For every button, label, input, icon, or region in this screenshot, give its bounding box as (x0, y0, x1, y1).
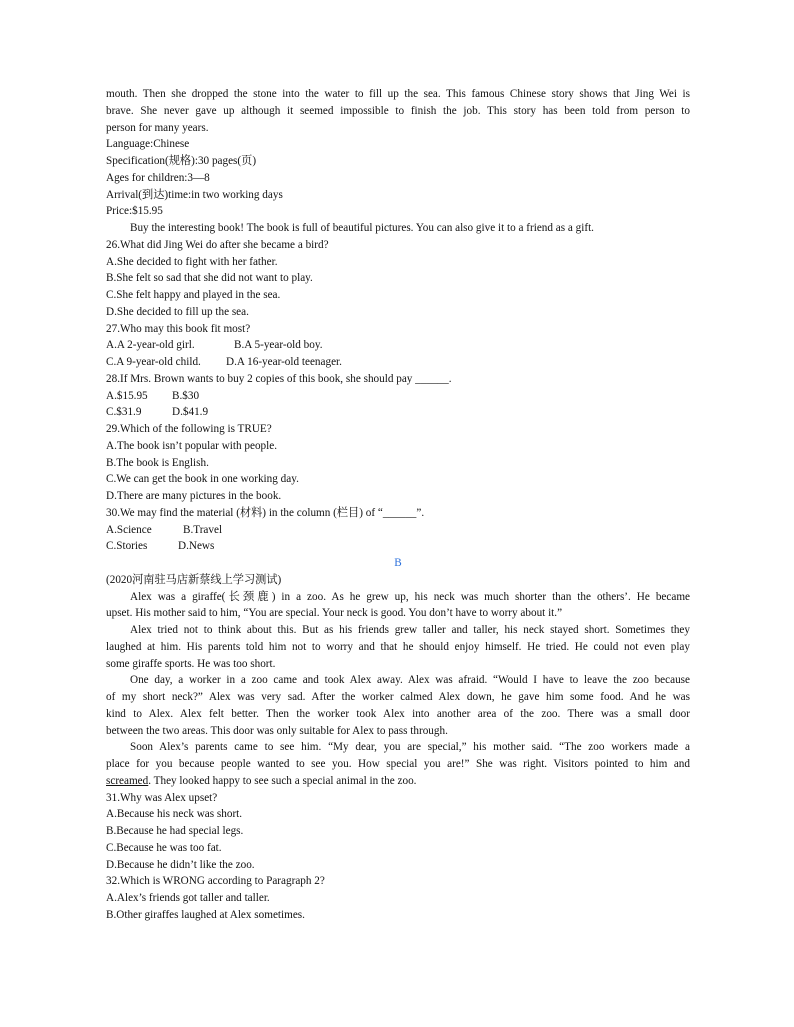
question-stem: 29.Which of the following is TRUE? (106, 423, 272, 435)
passage-b-paragraph-4 (106, 739, 690, 789)
passage-line: brave. She never gave up although it seemed impossible to finish the job. This story has been told from person to (106, 104, 690, 117)
passage-line: person for many years. (106, 121, 209, 134)
option: A.Science (106, 523, 152, 536)
passage-b-paragraph-3 (106, 672, 690, 739)
option: B.Because he had special legs. (106, 825, 244, 837)
option-row (106, 404, 690, 421)
question-stem: 31.Why was Alex upset? (106, 791, 218, 804)
option-row (106, 337, 690, 354)
passage-line: place for you because people wanted to see you. How special you are!” She was right. Visitors pointed to him and (106, 758, 690, 770)
option-row (106, 354, 690, 371)
passage-line: upset. His mother said to him, “You are special. Your neck is good. You don’t have to worry about it.” (106, 607, 563, 620)
option: C.Stories (106, 540, 148, 553)
passage-line: mouth. Then she dropped the stone into the water to fill up the sea. This famous Chinese story shows that Jing Wei is (106, 88, 690, 100)
section-source: (2020河南驻马店新蔡线上学习测试) (106, 573, 282, 586)
option-row (106, 388, 690, 405)
question-27 (106, 321, 690, 371)
document-page (106, 86, 690, 924)
passage-line: laughed at him. His parents told him not to worry and that he should enjoy himself. He tried. He could not even play (106, 640, 690, 653)
option: B.She felt so sad that she did not want to play. (106, 272, 313, 285)
option: D.She decided to fill up the sea. (106, 305, 249, 318)
passage-line: between the two areas. This door was only suitable for Alex to pass through. (106, 724, 448, 737)
option: B.Travel (183, 523, 223, 536)
passage-line: some giraffe sports. He was too short. (106, 657, 276, 670)
option: A.Because his neck was short. (106, 808, 243, 821)
passage-line: Alex tried not to think about this. But as his friends grew taller and taller, his neck stayed short. Sometimes they (130, 624, 690, 636)
passage-line: kind to Alex. Alex felt better. Then the worker took Alex into another area of the zoo. There was a small door (106, 707, 690, 720)
option: B.The book is English. (106, 456, 209, 469)
question-28 (106, 371, 690, 421)
info-specification: Specification(规格):30 pages(页) (106, 155, 257, 167)
option: D.$41.9 (172, 406, 209, 419)
option: D.There are many pictures in the book. (106, 490, 282, 502)
question-stem: 27.Who may this book fit most? (106, 322, 251, 335)
question-30 (106, 505, 690, 555)
passage-line: Soon Alex’s parents came to see him. “My dear, you are special,” his mother said. “The zoo workers made a (130, 741, 690, 754)
question-31 (106, 790, 690, 874)
option: C.A 9-year-old child. (106, 356, 201, 368)
question-stem: 32.Which is WRONG according to Paragraph 2? (106, 875, 325, 888)
question-stem: 28.If Mrs. Brown wants to buy 2 copies of this book, she should pay ______. (106, 372, 452, 385)
info-ages: Ages for children:3—8 (106, 171, 210, 184)
option-row (106, 522, 690, 539)
info-arrival: Arrival(到达)time:in two working days (106, 188, 283, 201)
passage-line: One day, a worker in a zoo came and took Alex away. Alex was afraid. “Would I have to leave the zoo because (130, 674, 690, 687)
info-price: Price:$15.95 (106, 205, 163, 218)
question-26 (106, 237, 690, 321)
question-stem: 30.We may find the material (材料) in the column (栏目) of “______”. (106, 506, 425, 519)
section-label: B (394, 557, 402, 569)
underlined-word: screamed (106, 774, 149, 787)
option: C.$31.9 (106, 406, 142, 419)
passage-closing: Buy the interesting book! The book is full of beautiful pictures. You can also give it to a friend as a gift. (130, 222, 594, 234)
option: B.Other giraffes laughed at Alex sometimes. (106, 908, 305, 921)
question-29 (106, 421, 690, 505)
option: D.News (178, 540, 215, 553)
passage-b-paragraph-1 (106, 589, 690, 623)
passage-line: Alex was a giraffe(长颈鹿) in a zoo. As he grew up, his neck was much shorter than the others’. He became (130, 590, 690, 603)
info-language: Language:Chinese (106, 138, 190, 151)
passage-line: of my short neck?” Alex was very sad. After the worker calmed Alex down, he gave him some food. And he was (106, 691, 690, 703)
option: A.$15.95 (106, 389, 148, 402)
option: C.Because he was too fat. (106, 841, 222, 854)
option: A.Alex’s friends got taller and taller. (106, 892, 270, 904)
option: A.The book isn’t popular with people. (106, 439, 277, 452)
passage-text: . They looked happy to see such a special animal in the zoo. (148, 774, 417, 787)
option: B.A 5-year-old boy. (234, 339, 323, 352)
option: C.We can get the book in one working day. (106, 473, 299, 486)
question-stem: 26.What did Jing Wei do after she became a bird? (106, 238, 329, 251)
passage-b-paragraph-2 (106, 622, 690, 672)
question-32 (106, 873, 690, 923)
option: D.Because he didn’t like the zoo. (106, 858, 255, 871)
option: A.She decided to fight with her father. (106, 255, 278, 268)
option: B.$30 (172, 389, 200, 402)
option: A.A 2-year-old girl. (106, 339, 195, 352)
option-row (106, 538, 690, 555)
option: C.She felt happy and played in the sea. (106, 289, 281, 301)
option: D.A 16-year-old teenager. (226, 356, 342, 368)
passage-line (106, 773, 690, 790)
